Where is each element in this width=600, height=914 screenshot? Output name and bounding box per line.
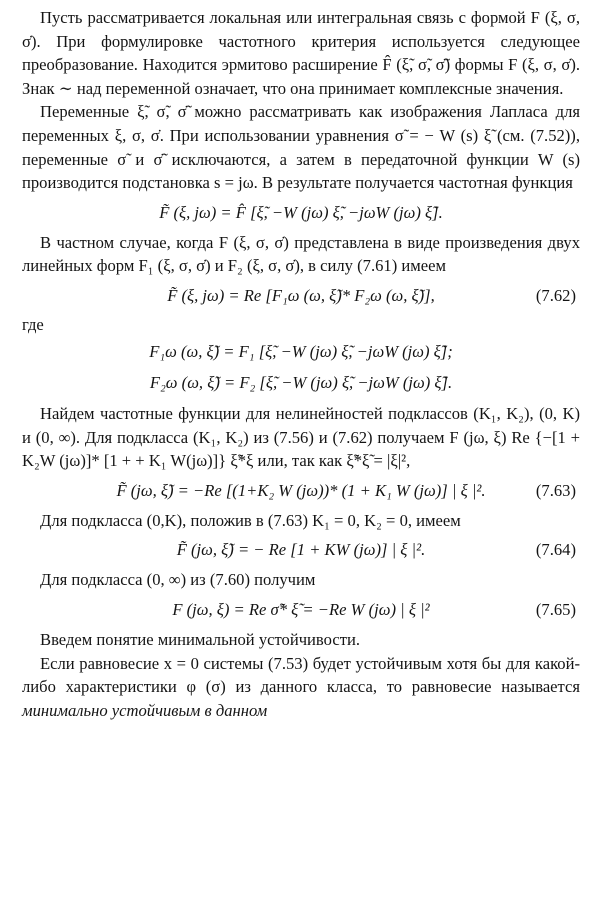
where-label: где [22, 314, 44, 334]
paragraph-8 [22, 652, 580, 723]
equation-number: (7.64) [535, 540, 576, 560]
equation-body: F₁ω (ω, ξ̃) = F₁ [ξ̃, −W (jω) ξ̃, −jωW (jω) ξ̃]; [149, 341, 453, 361]
equation-number: (7.63) [535, 480, 576, 500]
paragraph-8-italic: минимально устойчивым в данном [22, 700, 268, 720]
equation-7-62 [22, 278, 580, 314]
paragraph-5: Для подкласса (0,K), положив в (7.63) K₁ = 0, K₂ = 0, имеем [40, 510, 461, 530]
equation-f2-omega [22, 367, 580, 398]
equation-body: F̃ (jω, ξ̃) = −Re [(1+K₂ W (jω))* (1 + K₁ W (jω)] | ξ |². [116, 480, 486, 500]
paragraph-8-text: Если равновесие x = 0 системы (7.53) будет устойчивым хотя бы для какой-либо характеристики φ (σ) из данного класса, то равновесие называется [22, 653, 580, 697]
paragraph-6: Для подкласса (0, ∞) из (7.60) получим [40, 570, 316, 590]
equation-body: F (jω, ξ) = Re σ̃* ξ̃ = −Re W (jω) | ξ |² [172, 599, 430, 619]
equation-body: F̃ (jω, ξ̃) = − Re [1 + KW (jω)] | ξ |². [176, 540, 426, 560]
equation-7-63 [22, 473, 580, 509]
equation-body: F̃ (ξ, jω) = Re [F₁ω (ω, ξ̃)* F₂ω (ω, ξ̃)], [167, 285, 435, 305]
equation-number: (7.65) [535, 599, 576, 619]
equation-body: F₂ω (ω, ξ̃) = F₂ [ξ̃, −W (jω) ξ̃, −jωW (jω) ξ̃]. [149, 372, 453, 392]
paragraph-7: Введем понятие минимальной устойчивости. [40, 629, 361, 649]
paragraph-2: Переменные ξ̃, σ̃, σ̃̇ можно рассматривать как изображения Лапласа для переменных ξ, σ, σ̇. При использовании уравнения σ̃ = − W (s) ξ̃ (см. (7.52)), переменные σ̃ и σ̃̇ исключаются, а затем в передаточной функции W (s) производится подстановка s = jω. В результате получается частотная функция [22, 102, 580, 193]
equation-number: (7.62) [535, 285, 576, 305]
equation-body: F̃ (ξ, jω) = F̂ [ξ̃, −W (jω) ξ̃, −jωW (jω) ξ̃]. [159, 202, 443, 222]
equation-7-64 [22, 532, 580, 568]
paragraph-4: Найдем частотные функции для нелинейностей подклассов (K₁, K₂), (0, K) и (0, ∞). Для подкласса (K₁, K₂) из (7.56) и (7.62) получаем F (jω, ξ) Re {−[1 + K₂W (jω)]* [1 + + K₁ W(jω)]} ξ̃*ξ или, так как ξ̃*ξ̃ = |ξ|², [22, 403, 580, 471]
paragraph-1: Пусть рассматривается локальная или интегральная связь с формой F (ξ, σ, σ̇). При формулировке частотного критерия используется следующее преобразование. Находится эрмитово расширение F̂ (ξ̃, σ̃, σ̃̇) формы F (ξ, σ, σ̇). Знак ∼ над переменной означает, что она принимает комплексные значения. [22, 8, 580, 98]
equation-7-65 [22, 592, 580, 628]
equation-f1-omega [22, 336, 580, 367]
equation-frequency-function [22, 195, 580, 231]
paragraph-3: В частном случае, когда F (ξ, σ, σ̇) представлена в виде произведения двух линейных форм F₁ (ξ, σ, σ̇) и F₂ (ξ, σ, σ̇), в силу (7.61) имеем [22, 232, 580, 276]
